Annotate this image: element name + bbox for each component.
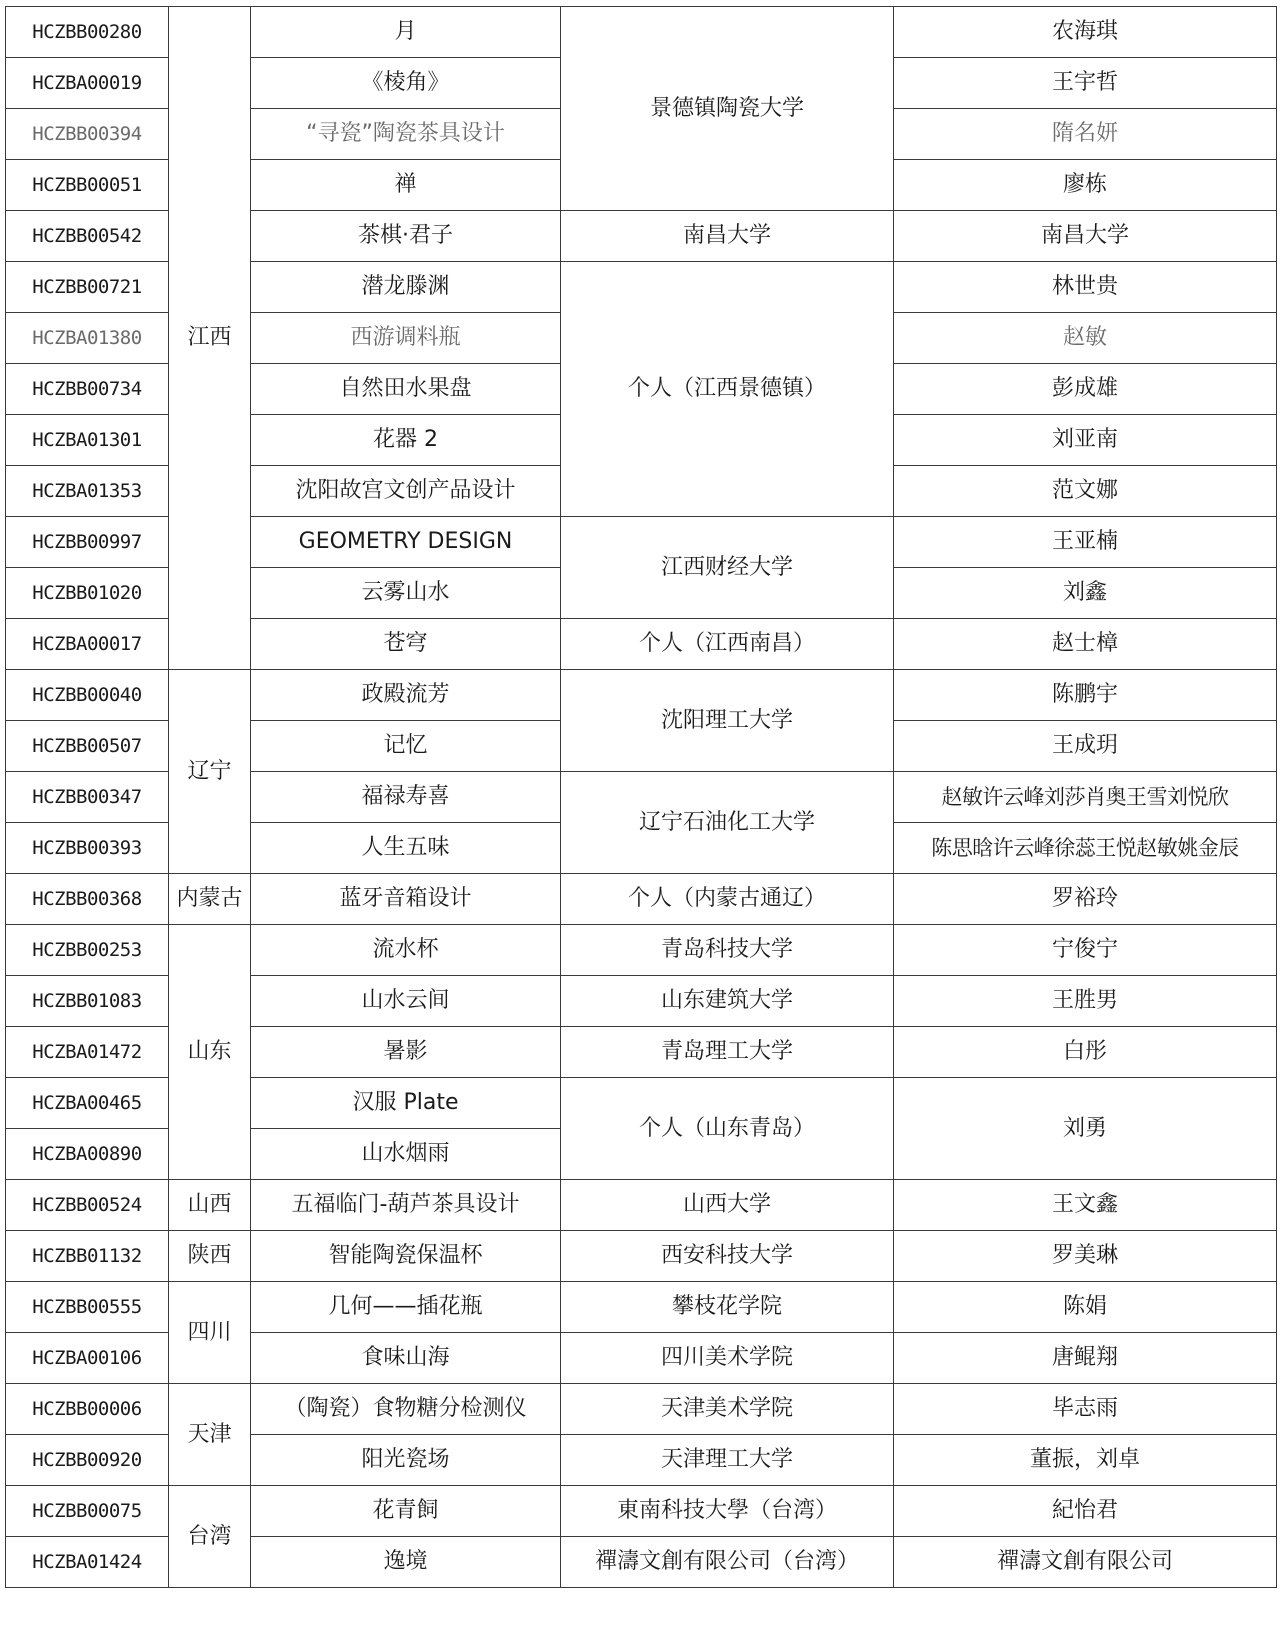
author-cell: 范文娜 — [894, 466, 1277, 517]
organization-cell: 江西财经大学 — [561, 517, 894, 619]
organization-cell: 个人（山东青岛） — [561, 1078, 894, 1180]
work-title-cell: 沈阳故宫文创产品设计 — [251, 466, 561, 517]
author-cell: 陈娟 — [894, 1282, 1277, 1333]
award-list-body — [6, 7, 1277, 1588]
entry-code-cell: HCZBA01353 — [6, 466, 169, 517]
organization-cell: 南昌大学 — [561, 211, 894, 262]
entry-code-cell: HCZBA01424 — [6, 1537, 169, 1588]
work-title-cell: 蓝牙音箱设计 — [251, 874, 561, 925]
author-cell: 隋名妍 — [894, 109, 1277, 160]
entry-code-cell: HCZBB00368 — [6, 874, 169, 925]
work-title-cell: 月 — [251, 7, 561, 58]
work-title-cell: GEOMETRY DESIGN — [251, 517, 561, 568]
author-cell: 毕志雨 — [894, 1384, 1277, 1435]
organization-cell: 青岛科技大学 — [561, 925, 894, 976]
region-cell: 江西 — [169, 7, 251, 670]
entry-code-cell: HCZBB00347 — [6, 772, 169, 823]
organization-cell: 西安科技大学 — [561, 1231, 894, 1282]
organization-cell: 禪濤文創有限公司（台湾） — [561, 1537, 894, 1588]
entry-code-cell: HCZBA01301 — [6, 415, 169, 466]
author-cell: 王胜男 — [894, 976, 1277, 1027]
author-cell: 王文鑫 — [894, 1180, 1277, 1231]
author-cell: 唐鲲翔 — [894, 1333, 1277, 1384]
work-title-cell: 自然田水果盘 — [251, 364, 561, 415]
organization-cell: 四川美术学院 — [561, 1333, 894, 1384]
author-cell: 刘勇 — [894, 1078, 1277, 1180]
work-title-cell: 潜龙滕渊 — [251, 262, 561, 313]
entry-code-cell: HCZBB00507 — [6, 721, 169, 772]
author-cell: 赵敏许云峰刘莎肖奥王雪刘悦欣 — [894, 772, 1277, 823]
entry-code-cell: HCZBA00019 — [6, 58, 169, 109]
work-title-cell: 山水烟雨 — [251, 1129, 561, 1180]
region-cell: 山东 — [169, 925, 251, 1180]
entry-code-cell: HCZBB00524 — [6, 1180, 169, 1231]
entry-code-cell: HCZBB00555 — [6, 1282, 169, 1333]
work-title-cell: 茶棋·君子 — [251, 211, 561, 262]
author-cell: 白彤 — [894, 1027, 1277, 1078]
work-title-cell: 几何——插花瓶 — [251, 1282, 561, 1333]
entry-code-cell: HCZBB00006 — [6, 1384, 169, 1435]
document-page — [5, 6, 1277, 1588]
table-row — [6, 1180, 1277, 1231]
work-title-cell: 《棱角》 — [251, 58, 561, 109]
region-cell: 内蒙古 — [169, 874, 251, 925]
region-cell: 天津 — [169, 1384, 251, 1486]
organization-cell: 辽宁石油化工大学 — [561, 772, 894, 874]
entry-code-cell: HCZBB00721 — [6, 262, 169, 313]
work-title-cell: 逸境 — [251, 1537, 561, 1588]
entry-code-cell: HCZBB01083 — [6, 976, 169, 1027]
work-title-cell: 食味山海 — [251, 1333, 561, 1384]
entry-code-cell: HCZBB00997 — [6, 517, 169, 568]
author-cell: 刘亚南 — [894, 415, 1277, 466]
author-cell: 罗美琳 — [894, 1231, 1277, 1282]
author-cell: 刘鑫 — [894, 568, 1277, 619]
table-row — [6, 1231, 1277, 1282]
work-title-cell: 山水云间 — [251, 976, 561, 1027]
work-title-cell: 花器 2 — [251, 415, 561, 466]
work-title-cell: 人生五味 — [251, 823, 561, 874]
work-title-cell: 流水杯 — [251, 925, 561, 976]
entry-code-cell: HCZBA00106 — [6, 1333, 169, 1384]
entry-code-cell: HCZBA00890 — [6, 1129, 169, 1180]
organization-cell: 天津理工大学 — [561, 1435, 894, 1486]
author-cell: 赵敏 — [894, 313, 1277, 364]
work-title-cell: （陶瓷）食物糖分检测仪 — [251, 1384, 561, 1435]
entry-code-cell: HCZBB00920 — [6, 1435, 169, 1486]
work-title-cell: “寻瓷”陶瓷茶具设计 — [251, 109, 561, 160]
organization-cell: 个人（江西南昌） — [561, 619, 894, 670]
entry-code-cell: HCZBB00075 — [6, 1486, 169, 1537]
table-row — [6, 1282, 1277, 1333]
work-title-cell: 苍穹 — [251, 619, 561, 670]
table-row — [6, 1486, 1277, 1537]
author-cell: 紀怡君 — [894, 1486, 1277, 1537]
region-cell: 山西 — [169, 1180, 251, 1231]
author-cell: 王亚楠 — [894, 517, 1277, 568]
author-cell: 农海琪 — [894, 7, 1277, 58]
organization-cell: 个人（内蒙古通辽） — [561, 874, 894, 925]
work-title-cell: 花青飼 — [251, 1486, 561, 1537]
organization-cell: 景德镇陶瓷大学 — [561, 7, 894, 211]
organization-cell: 沈阳理工大学 — [561, 670, 894, 772]
author-cell: 赵士樟 — [894, 619, 1277, 670]
organization-cell: 个人（江西景德镇） — [561, 262, 894, 517]
work-title-cell: 五福临门-葫芦茶具设计 — [251, 1180, 561, 1231]
table-row — [6, 1384, 1277, 1435]
organization-cell: 山西大学 — [561, 1180, 894, 1231]
entry-code-cell: HCZBB00040 — [6, 670, 169, 721]
entry-code-cell: HCZBB01020 — [6, 568, 169, 619]
entry-code-cell: HCZBA00017 — [6, 619, 169, 670]
entry-code-cell: HCZBA01472 — [6, 1027, 169, 1078]
organization-cell: 山东建筑大学 — [561, 976, 894, 1027]
work-title-cell: 智能陶瓷保温杯 — [251, 1231, 561, 1282]
organization-cell: 青岛理工大学 — [561, 1027, 894, 1078]
work-title-cell: 记忆 — [251, 721, 561, 772]
work-title-cell: 汉服 Plate — [251, 1078, 561, 1129]
author-cell: 廖栋 — [894, 160, 1277, 211]
organization-cell: 攀枝花学院 — [561, 1282, 894, 1333]
region-cell: 陕西 — [169, 1231, 251, 1282]
table-row — [6, 670, 1277, 721]
work-title-cell: 云雾山水 — [251, 568, 561, 619]
table-row — [6, 925, 1277, 976]
work-title-cell: 政殿流芳 — [251, 670, 561, 721]
region-cell: 四川 — [169, 1282, 251, 1384]
work-title-cell: 西游调料瓶 — [251, 313, 561, 364]
author-cell: 王成玥 — [894, 721, 1277, 772]
entry-code-cell: HCZBB00734 — [6, 364, 169, 415]
table-row — [6, 7, 1277, 58]
author-cell: 彭成雄 — [894, 364, 1277, 415]
author-cell: 陈思晗许云峰徐蕊王悦赵敏姚金辰 — [894, 823, 1277, 874]
organization-cell: 天津美术学院 — [561, 1384, 894, 1435]
organization-cell: 東南科技大學（台湾） — [561, 1486, 894, 1537]
author-cell: 王宇哲 — [894, 58, 1277, 109]
entry-code-cell: HCZBB00394 — [6, 109, 169, 160]
entry-code-cell: HCZBB00253 — [6, 925, 169, 976]
work-title-cell: 福禄寿喜 — [251, 772, 561, 823]
entry-code-cell: HCZBB00393 — [6, 823, 169, 874]
work-title-cell: 暑影 — [251, 1027, 561, 1078]
work-title-cell: 阳光瓷场 — [251, 1435, 561, 1486]
entry-code-cell: HCZBB00051 — [6, 160, 169, 211]
author-cell: 南昌大学 — [894, 211, 1277, 262]
region-cell: 辽宁 — [169, 670, 251, 874]
region-cell: 台湾 — [169, 1486, 251, 1588]
author-cell: 林世贵 — [894, 262, 1277, 313]
author-cell: 宁俊宁 — [894, 925, 1277, 976]
author-cell: 罗裕玲 — [894, 874, 1277, 925]
entry-code-cell: HCZBB01132 — [6, 1231, 169, 1282]
entry-code-cell: HCZBA00465 — [6, 1078, 169, 1129]
author-cell: 董振，刘卓 — [894, 1435, 1277, 1486]
entry-code-cell: HCZBB00280 — [6, 7, 169, 58]
author-cell: 陈鹏宇 — [894, 670, 1277, 721]
entry-code-cell: HCZBB00542 — [6, 211, 169, 262]
award-list-table — [5, 6, 1277, 1588]
work-title-cell: 禅 — [251, 160, 561, 211]
author-cell: 禪濤文創有限公司 — [894, 1537, 1277, 1588]
entry-code-cell: HCZBA01380 — [6, 313, 169, 364]
table-row — [6, 874, 1277, 925]
